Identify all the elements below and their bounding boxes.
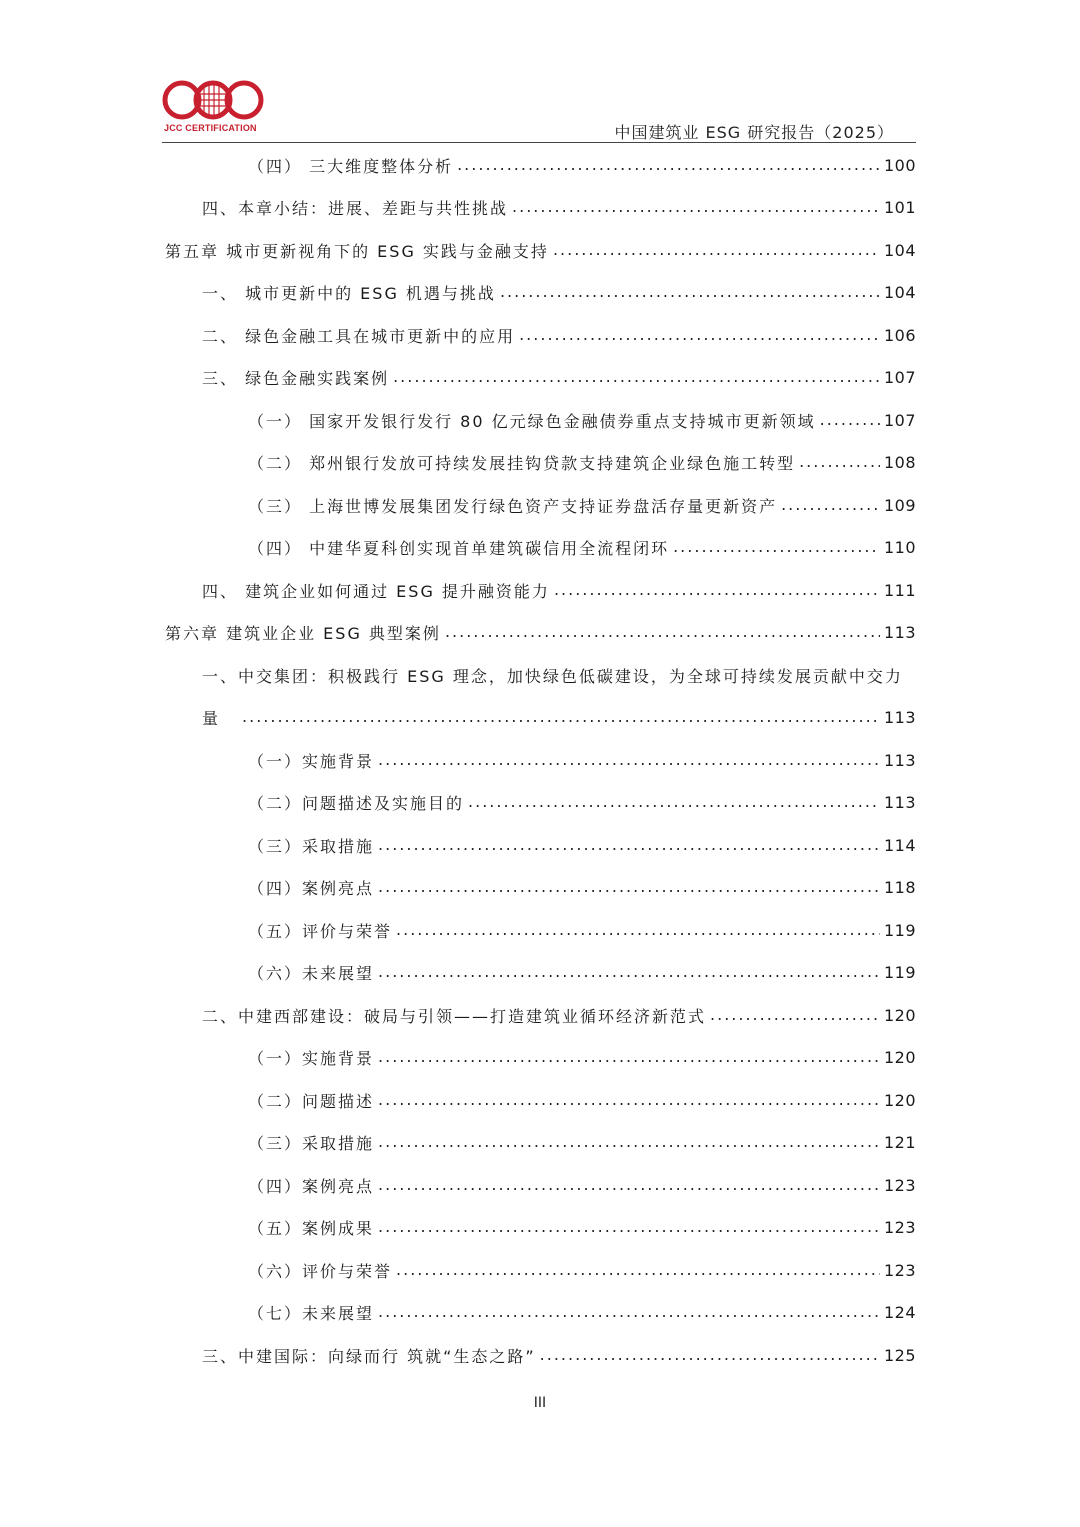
dot-leader [378,1090,880,1110]
toc-page-number: 121 [883,1132,916,1152]
toc-entry[interactable]: （二）问题描述 ..... 120 [248,1079,916,1121]
toc-entry[interactable]: （一）实施背景 ..... 120 [248,1036,916,1078]
header-divider [162,142,916,143]
dot-leader [378,1302,880,1322]
dot-leader [378,877,880,897]
toc-page-number: 119 [883,920,916,940]
toc-page-number: 118 [883,877,916,897]
toc-entry[interactable]: 四、本章小结：进展、差距与共性挑战 ..... 101 [202,186,916,228]
toc-page-number: 107 [883,410,916,430]
toc-chapter[interactable]: 第六章 建筑业企业 ESG 典型案例 ..... 113 [165,611,916,653]
dot-leader [378,1217,880,1237]
logo-text: JCC CERTIFICATION [164,123,257,133]
toc-page-number: 120 [883,1005,916,1025]
jcc-logo [160,78,270,138]
toc-entry[interactable]: （三）采取措施 ..... 121 [248,1121,916,1163]
toc-entry[interactable]: （四）案例亮点 ..... 123 [248,1164,916,1206]
toc-page-number: 110 [883,537,916,557]
dot-leader [378,1132,880,1152]
dot-leader [820,410,880,430]
dot-leader [799,452,880,472]
dot-leader [378,750,880,770]
dot-leader [242,707,880,727]
toc-entry[interactable]: 二、 绿色金融工具在城市更新中的应用 ..... 106 [202,314,916,356]
toc-page-number: 101 [883,197,916,217]
dot-leader [554,580,880,600]
toc-page-number: 113 [883,792,916,812]
dot-leader [378,1047,880,1067]
toc-page-number: 120 [883,1090,916,1110]
toc-entry[interactable]: （五）案例成果 ..... 123 [248,1206,916,1248]
toc-entry[interactable]: （三）采取措施 ..... 114 [248,824,916,866]
toc-entry-continued[interactable]: 量 ..... 113 [202,696,916,738]
toc-entry[interactable]: 三、中建国际：向绿而行 筑就“生态之路” ..... 125 [202,1334,916,1376]
toc-entry[interactable]: 二、中建西部建设：破局与引领——打造建筑业循环经济新范式 ..... 120 [202,994,916,1036]
dot-leader [468,792,880,812]
report-title: 中国建筑业 ESG 研究报告（2025） [614,123,894,142]
dot-leader [519,325,880,345]
toc-entry[interactable]: （六）评价与荣誉 ..... 123 [248,1249,916,1291]
toc-entry[interactable]: 三、 绿色金融实践案例 ..... 107 [202,356,916,398]
toc-page-number: 114 [883,835,916,855]
toc-page-number: 104 [883,240,916,260]
toc-entry[interactable]: （六）未来展望 ..... 119 [248,951,916,993]
dot-leader [396,920,880,940]
toc-entry[interactable]: （二） 郑州银行发放可持续发展挂钩贷款支持建筑企业绿色施工转型 ..... 108 [248,441,916,483]
toc-page-number: 113 [883,707,916,727]
toc-entry[interactable]: （五）评价与荣誉 ..... 119 [248,909,916,951]
dot-leader [710,1005,880,1025]
toc-page-number: 104 [883,282,916,302]
toc-page-number: 113 [883,750,916,770]
dot-leader [378,835,880,855]
toc-entry[interactable]: （一） 国家开发银行发行 80 亿元绿色金融债券重点支持城市更新领域 ..... 107 [248,399,916,441]
toc-page-number: 120 [883,1047,916,1067]
toc-entry[interactable]: 四、 建筑企业如何通过 ESG 提升融资能力 ..... 111 [202,569,916,611]
dot-leader [781,495,880,515]
toc-entry[interactable]: （四）案例亮点 ..... 118 [248,866,916,908]
toc-entry[interactable]: （三） 上海世博发展集团发行绿色资产支持证券盘活存量更新资产 ..... 109 [248,484,916,526]
dot-leader [500,282,880,302]
dot-leader [378,1175,880,1195]
toc-page-number: 100 [883,155,916,175]
dot-leader [457,155,880,175]
toc-entry[interactable]: （二）问题描述及实施目的 ..... 113 [248,781,916,823]
toc-entry[interactable]: 一、中交集团：积极践行 ESG 理念，加快绿色低碳建设，为全球可持续发展贡献中交力 [202,666,903,686]
toc-page-number: 111 [883,580,916,600]
toc-entry[interactable]: （四） 中建华夏科创实现首单建筑碳信用全流程闭环 ..... 110 [248,526,916,568]
dot-leader [445,622,880,642]
toc-entry[interactable]: （七）未来展望 ..... 124 [248,1291,916,1333]
toc-page-number: 123 [883,1175,916,1195]
toc-entry[interactable]: （一）实施背景 ..... 113 [248,739,916,781]
dot-leader [378,962,880,982]
page-number: III [533,1395,547,1411]
toc-chapter[interactable]: 第五章 城市更新视角下的 ESG 实践与金融支持 ..... 104 [165,229,916,271]
toc-page-number: 106 [883,325,916,345]
dot-leader [553,240,880,260]
toc-page-number: 108 [883,452,916,472]
dot-leader [673,537,880,557]
dot-leader [393,367,880,387]
toc-entry[interactable]: 一、 城市更新中的 ESG 机遇与挑战 ..... 104 [202,271,916,313]
dot-leader [540,1345,880,1365]
toc-page-number: 124 [883,1302,916,1322]
toc-page-number: 113 [883,622,916,642]
jcc-rings-icon [160,78,270,124]
toc-page-number: 123 [883,1260,916,1280]
toc-page-number: 123 [883,1217,916,1237]
dot-leader [512,197,880,217]
toc-page-number: 107 [883,367,916,387]
toc-page-number: 125 [883,1345,916,1365]
dot-leader [396,1260,880,1280]
toc-page-number: 119 [883,962,916,982]
toc-page-number: 109 [883,495,916,515]
toc-entry[interactable]: （四） 三大维度整体分析 ..... 100 [248,144,916,186]
